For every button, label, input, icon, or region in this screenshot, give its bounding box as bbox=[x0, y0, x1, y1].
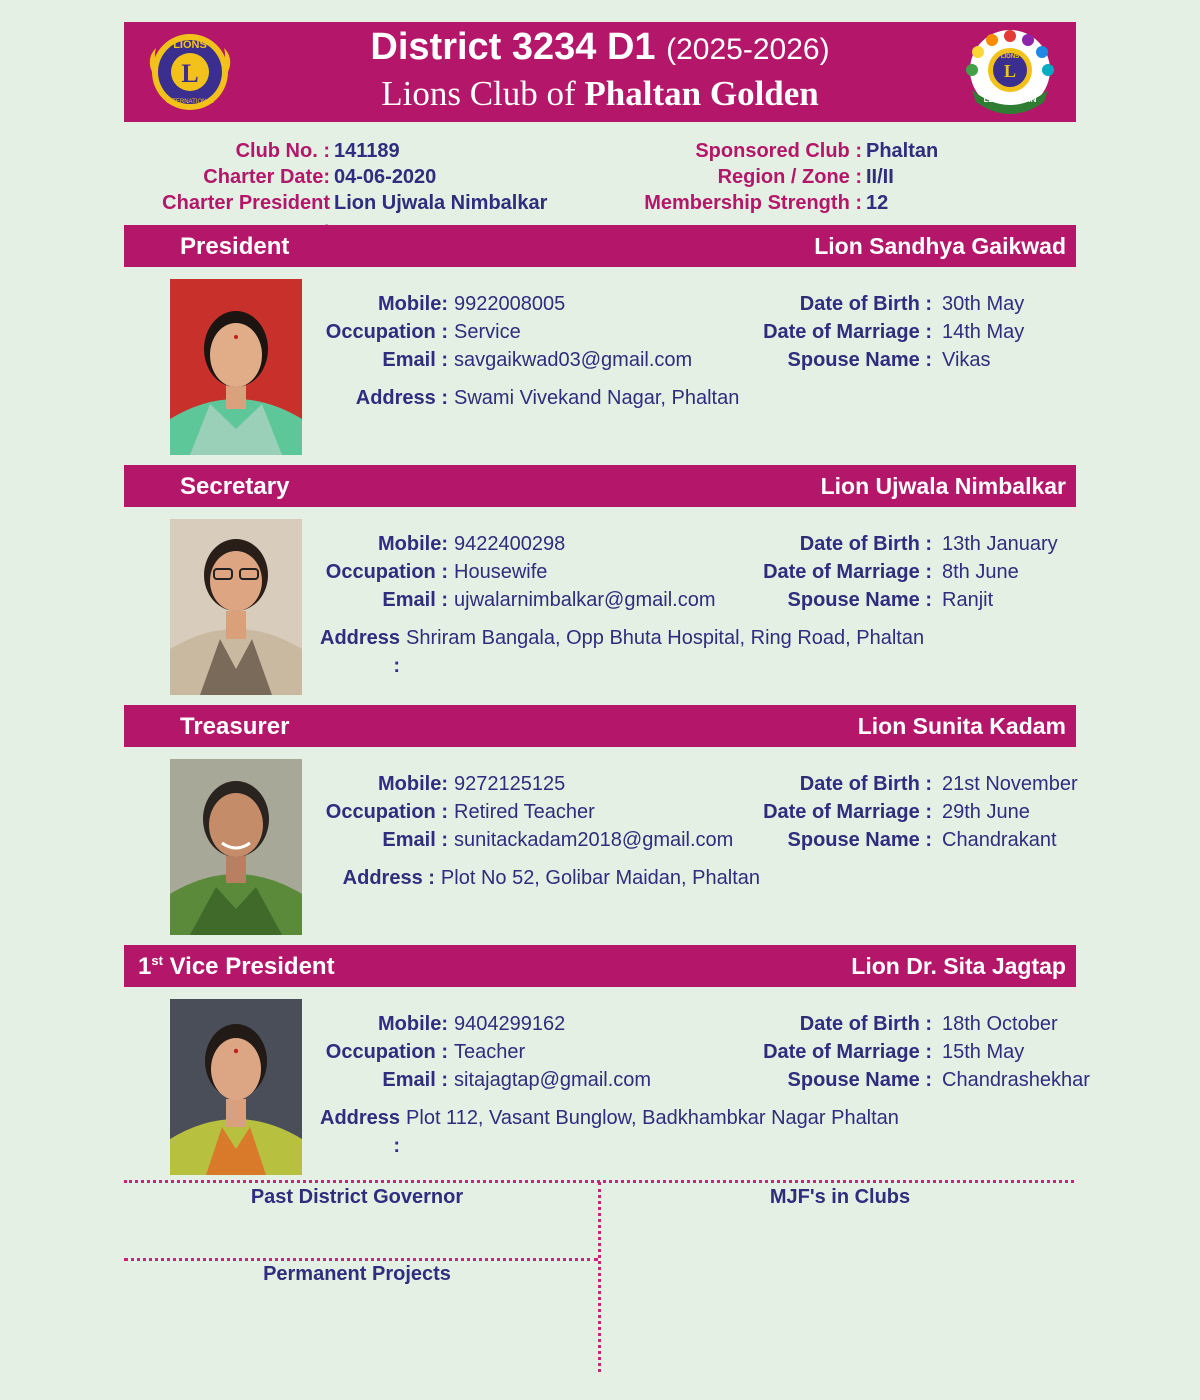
secretary-photo bbox=[170, 519, 302, 695]
mobile-row: Mobile: 9922008005 bbox=[378, 293, 566, 315]
treasurer-photo bbox=[170, 759, 302, 935]
occupation-row: Occupation : Retired Teacher bbox=[325, 801, 595, 823]
membership-strength-row: Membership Strength : 12 bbox=[644, 192, 889, 214]
club-name: Phaltan Golden bbox=[584, 74, 819, 113]
role-title: President bbox=[180, 233, 290, 260]
dob-row: Date of Birth : 13th January bbox=[799, 533, 1058, 555]
dob-row: Date of Birth : 18th October bbox=[799, 1013, 1058, 1035]
role-title: Treasurer bbox=[180, 713, 290, 740]
vice-president-photo bbox=[170, 999, 302, 1175]
svg-text:INTERNATIONAL: INTERNATIONAL bbox=[166, 99, 214, 105]
svg-text:L: L bbox=[181, 59, 199, 88]
address-row: Address : Swami Vivekand Nagar, Phaltan bbox=[355, 387, 740, 409]
charter-president-row: Charter President Lion Ujwala Nimbalkar bbox=[162, 192, 548, 214]
district-title bbox=[124, 26, 1076, 69]
address-row: Address : Plot 112, Vasant Bunglow, Badkhambkar Nagar Phaltan bbox=[320, 1107, 899, 1157]
club-info-right bbox=[640, 138, 938, 216]
address-row: Address : Shriram Bangala, Opp Bhuta Hospital, Ring Road, Phaltan bbox=[320, 627, 925, 677]
address-row: Address : Plot No 52, Golibar Maidan, Phaltan bbox=[342, 867, 760, 889]
club-title bbox=[124, 74, 1076, 114]
footer-divider-mid bbox=[124, 1258, 598, 1261]
district-years: (2025-2026) bbox=[666, 33, 830, 66]
dom-row: Date of Marriage : 14th May bbox=[763, 321, 1025, 343]
treasurer-details bbox=[320, 770, 760, 892]
region-zone-row: Region / Zone : II/II bbox=[717, 166, 894, 188]
president-details bbox=[320, 290, 760, 412]
permanent-projects-heading: Permanent Projects bbox=[263, 1263, 451, 1285]
svg-text:LIONS: LIONS bbox=[173, 39, 207, 51]
officer-name: Lion Ujwala Nimbalkar bbox=[820, 473, 1066, 499]
occupation-row: Occupation : Housewife bbox=[325, 561, 548, 583]
dob-row: Date of Birth : 21st November bbox=[799, 773, 1078, 795]
email-row: Email : savgaikwad03@gmail.com bbox=[382, 349, 693, 371]
charter-date-row: Charter Date: 04-06-2020 bbox=[203, 166, 437, 188]
email-row: Email : sitajagtap@gmail.com bbox=[382, 1069, 652, 1091]
role-title: 1st Vice President bbox=[138, 953, 335, 980]
past-district-governor-heading: Past District Governor bbox=[250, 1186, 464, 1208]
president-personal bbox=[760, 290, 1090, 374]
svg-text:LEAD TO WIN: LEAD TO WIN bbox=[983, 95, 1037, 104]
vice-president-bar bbox=[124, 945, 1076, 987]
officer-name: Lion Sandhya Gaikwad bbox=[814, 233, 1066, 259]
dom-row: Date of Marriage : 8th June bbox=[763, 561, 1019, 583]
secretary-bar bbox=[124, 465, 1076, 507]
treasurer-personal bbox=[760, 770, 1090, 854]
dom-row: Date of Marriage : 15th May bbox=[763, 1041, 1025, 1063]
lead-to-win-logo-icon bbox=[962, 28, 1058, 116]
email-row: Email : sunitackadam2018@gmail.com bbox=[382, 829, 734, 851]
header-banner bbox=[124, 22, 1076, 122]
district-name: District 3234 D1 bbox=[370, 26, 656, 68]
president-bar bbox=[124, 225, 1076, 267]
svg-text:L: L bbox=[1003, 61, 1017, 81]
vice-president-personal bbox=[760, 1010, 1090, 1094]
mjf-in-clubs-heading: MJF's in Clubs bbox=[769, 1186, 911, 1208]
mobile-row: Mobile: 9272125125 bbox=[378, 773, 566, 795]
dom-row: Date of Marriage : 29th June bbox=[763, 801, 1030, 823]
svg-text:LIONS: LIONS bbox=[1000, 54, 1020, 60]
spouse-row: Spouse Name : Vikas bbox=[787, 349, 991, 371]
mobile-row: Mobile: 9404299162 bbox=[378, 1013, 566, 1035]
email-row: Email : ujwalarnimbalkar@gmail.com bbox=[382, 589, 716, 611]
occupation-row: Occupation : Teacher bbox=[325, 1041, 526, 1063]
role-title: Secretary bbox=[180, 473, 290, 500]
secretary-personal bbox=[760, 530, 1090, 614]
club-number-row: Club No. : 141189 bbox=[235, 140, 400, 162]
president-photo bbox=[170, 279, 302, 455]
spouse-row: Spouse Name : Ranjit bbox=[787, 589, 994, 611]
spouse-row: Spouse Name : Chandrashekhar bbox=[787, 1069, 1090, 1091]
treasurer-bar bbox=[124, 705, 1076, 747]
sponsored-club-row: Sponsored Club : Phaltan bbox=[695, 140, 939, 162]
footer-divider-vertical bbox=[598, 1182, 601, 1372]
dob-row: Date of Birth : 30th May bbox=[799, 293, 1025, 315]
occupation-row: Occupation : Service bbox=[325, 321, 521, 343]
officer-name: Lion Sunita Kadam bbox=[857, 713, 1066, 739]
spouse-row: Spouse Name : Chandrakant bbox=[787, 829, 1057, 851]
mobile-row: Mobile: 9422400298 bbox=[378, 533, 566, 555]
club-prefix: Lions Club of bbox=[381, 74, 576, 113]
officer-name: Lion Dr. Sita Jagtap bbox=[851, 953, 1066, 979]
